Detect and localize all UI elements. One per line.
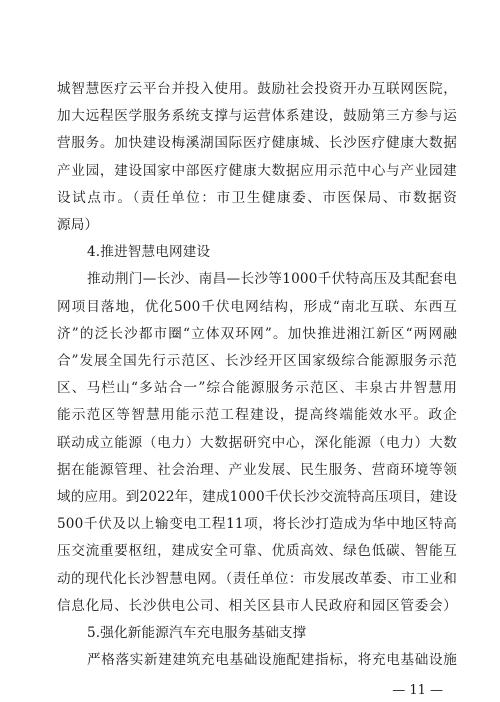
paragraph-line: 动的现代化长沙智慧电网。（责任单位：市发展改革委、市工业和 xyxy=(57,570,457,587)
paragraph-line: 合”发展全国先行示范区、长沙经开区国家级综合能源服务示范 xyxy=(57,353,457,369)
paragraph-line: 压交流重要枢纽，建成安全可靠、优质高效、绿色低碳、智能互 xyxy=(57,543,457,560)
paragraph-line: 加大远程医学服务系统支撑与运营体系建设，鼓励第三方参与运 xyxy=(57,108,457,125)
paragraph-line: 信息化局、长沙供电公司、相关区县市人民政府和园区管委会） xyxy=(57,597,457,614)
paragraph-line: 城智慧医疗云平台并投入使用。鼓励社会投资开办互联网医院， xyxy=(57,81,457,97)
paragraph-line: 源局） xyxy=(57,217,99,233)
page-number: — 11 — xyxy=(392,683,443,699)
paragraph-line: 500千伏及以上输变电工程11项，将长沙打造成为华中地区特高 xyxy=(57,516,457,533)
section-heading: 5.强化新能源汽车充电服务基础支撑 xyxy=(87,625,307,641)
paragraph-line: 区、马栏山“多站合一”综合能源服务示范区、丰泉古井智慧用 xyxy=(57,380,457,397)
paragraph-line: 严格落实新建建筑充电基础设施配建指标，将充电基础设施 xyxy=(87,652,457,669)
section-heading: 4.推进智慧电网建设 xyxy=(87,244,211,261)
paragraph-line: 济”的泛长沙都市圈“立体双环网”。加快推进湘江新区“两网融 xyxy=(57,325,457,342)
paragraph-line: 推动荆门—长沙、南昌—长沙等1000千伏特高压及其配套电 xyxy=(87,271,457,288)
paragraph-line: 网项目落地，优化500千伏电网结构，形成“南北互联、东西互 xyxy=(57,298,457,315)
paragraph-line: 联动成立能源（电力）大数据研究中心，深化能源（电力）大数 xyxy=(57,434,457,451)
paragraph-line: 能示范区等智慧用能示范工程建设，提高终端能效水平。政企 xyxy=(57,407,457,424)
paragraph-line: 产业园，建设国家中部医疗健康大数据应用示范中心与产业园建 xyxy=(57,162,457,179)
paragraph-line: 营服务。加快建设梅溪湖国际医疗健康城、长沙医疗健康大数据 xyxy=(57,135,457,152)
paragraph-line: 据在能源管理、社会治理、产业发展、民生服务、营商环境等领 xyxy=(57,461,457,478)
paragraph-line: 设试点市。（责任单位：市卫生健康委、市医保局、市数据资 xyxy=(57,189,457,206)
paragraph-line: 域的应用。到2022年，建成1000千伏长沙交流特高压项目，建设 xyxy=(57,489,458,505)
